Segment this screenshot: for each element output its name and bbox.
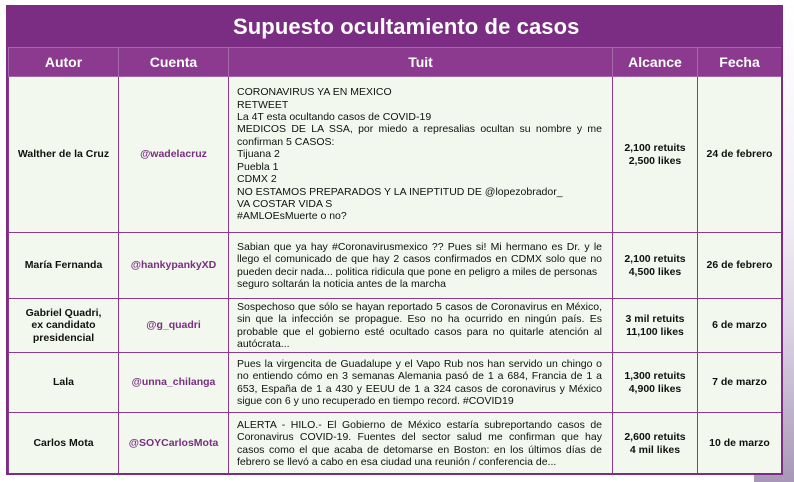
tweet-cell: ALERTA - HILO.- El Gobierno de México estaría subreportando casos de Coronavirus COVID-19. Fuentes del sector salud me confirman que hay casos como el que acaba de detomarse en Boston: en los últimos días de febrero se llevó a cabo en esa ciudad una reunión / conferencia de... xyxy=(229,413,613,475)
author-cell: Lala xyxy=(9,353,119,413)
account-cell: @wadelacruz xyxy=(119,77,229,233)
column-header-account: Cuenta xyxy=(119,48,229,77)
reach-cell: 1,300 retuits 4,900 likes xyxy=(613,353,698,413)
table-row xyxy=(9,413,782,475)
author-cell: Gabriel Quadri, ex candidato presidencial xyxy=(9,299,119,353)
tweet-cell: Sabian que ya hay #Coronavirusmexico ?? Pues si! Mi hermano es Dr. y le llego el comunicado de que hay 2 casos confirmados en CDMX solo que no pueden decir nada... politica ridicula que pone en peligro a miles de personas seguro soltarán la noticia antes de la marcha xyxy=(229,233,613,299)
tweet-cell: Sospechoso que sólo se hayan reportado 5 casos de Coronavirus en México, sin que la infección se propague. Eso no ha ocurrido en ningún país. Es probable que el gobierno esté ocultado casos para no quitarle atención al autócrata... xyxy=(229,299,613,353)
column-header-author: Autor xyxy=(9,48,119,77)
column-header-reach: Alcance xyxy=(613,48,698,77)
reach-cell: 3 mil retuits 11,100 likes xyxy=(613,299,698,353)
date-cell: 10 de marzo xyxy=(698,413,782,475)
tweet-cell: CORONAVIRUS YA EN MEXICO RETWEET La 4T esta ocultando casos de COVID-19 MEDICOS DE LA SSA, por miedo a represalias ocultan su nombre y me confirman 5 CASOS: Tijuana 2 Puebla 1 CDMX 2 NO ESTAMOS PREPARADOS Y LA INEPTITUD DE @lopezobrador_ VA COSTAR VIDA S #AMLOEsMuerte o no? xyxy=(229,77,613,233)
date-cell: 6 de marzo xyxy=(698,299,782,353)
column-header-tweet: Tuit xyxy=(229,48,613,77)
table-row xyxy=(9,353,782,413)
column-header-date: Fecha xyxy=(698,48,782,77)
author-cell: Carlos Mota xyxy=(9,413,119,475)
table-row xyxy=(9,233,782,299)
account-cell: @unna_chilanga xyxy=(119,353,229,413)
date-cell: 24 de febrero xyxy=(698,77,782,233)
reach-cell: 2,100 retuits 4,500 likes xyxy=(613,233,698,299)
reach-cell: 2,600 retuits 4 mil likes xyxy=(613,413,698,475)
author-cell: María Fernanda xyxy=(9,233,119,299)
infographic-table-frame xyxy=(6,5,783,475)
date-cell: 7 de marzo xyxy=(698,353,782,413)
table-row xyxy=(9,299,782,353)
table-row xyxy=(9,77,782,233)
reach-cell: 2,100 retuits 2,500 likes xyxy=(613,77,698,233)
date-cell: 26 de febrero xyxy=(698,233,782,299)
account-cell: @SOYCarlosMota xyxy=(119,413,229,475)
account-cell: @g_quadri xyxy=(119,299,229,353)
cases-table xyxy=(8,47,782,475)
author-cell: Walther de la Cruz xyxy=(9,77,119,233)
account-cell: @hankypankyXD xyxy=(119,233,229,299)
page-title: Supuesto ocultamiento de casos xyxy=(8,7,781,47)
table-header-row xyxy=(9,48,782,77)
tweet-cell: Pues la virgencita de Guadalupe y el Vapo Rub nos han servido un chingo o no entiendo cómo en 3 semanas Alemania pasó de 1 a 684, Francia de 1 a 653, España de 1 a 430 y EEUU de 1 a 324 casos de coronavirus y México sigue con 6 y uno recuperado en tiempo record. #COVID19 xyxy=(229,353,613,413)
